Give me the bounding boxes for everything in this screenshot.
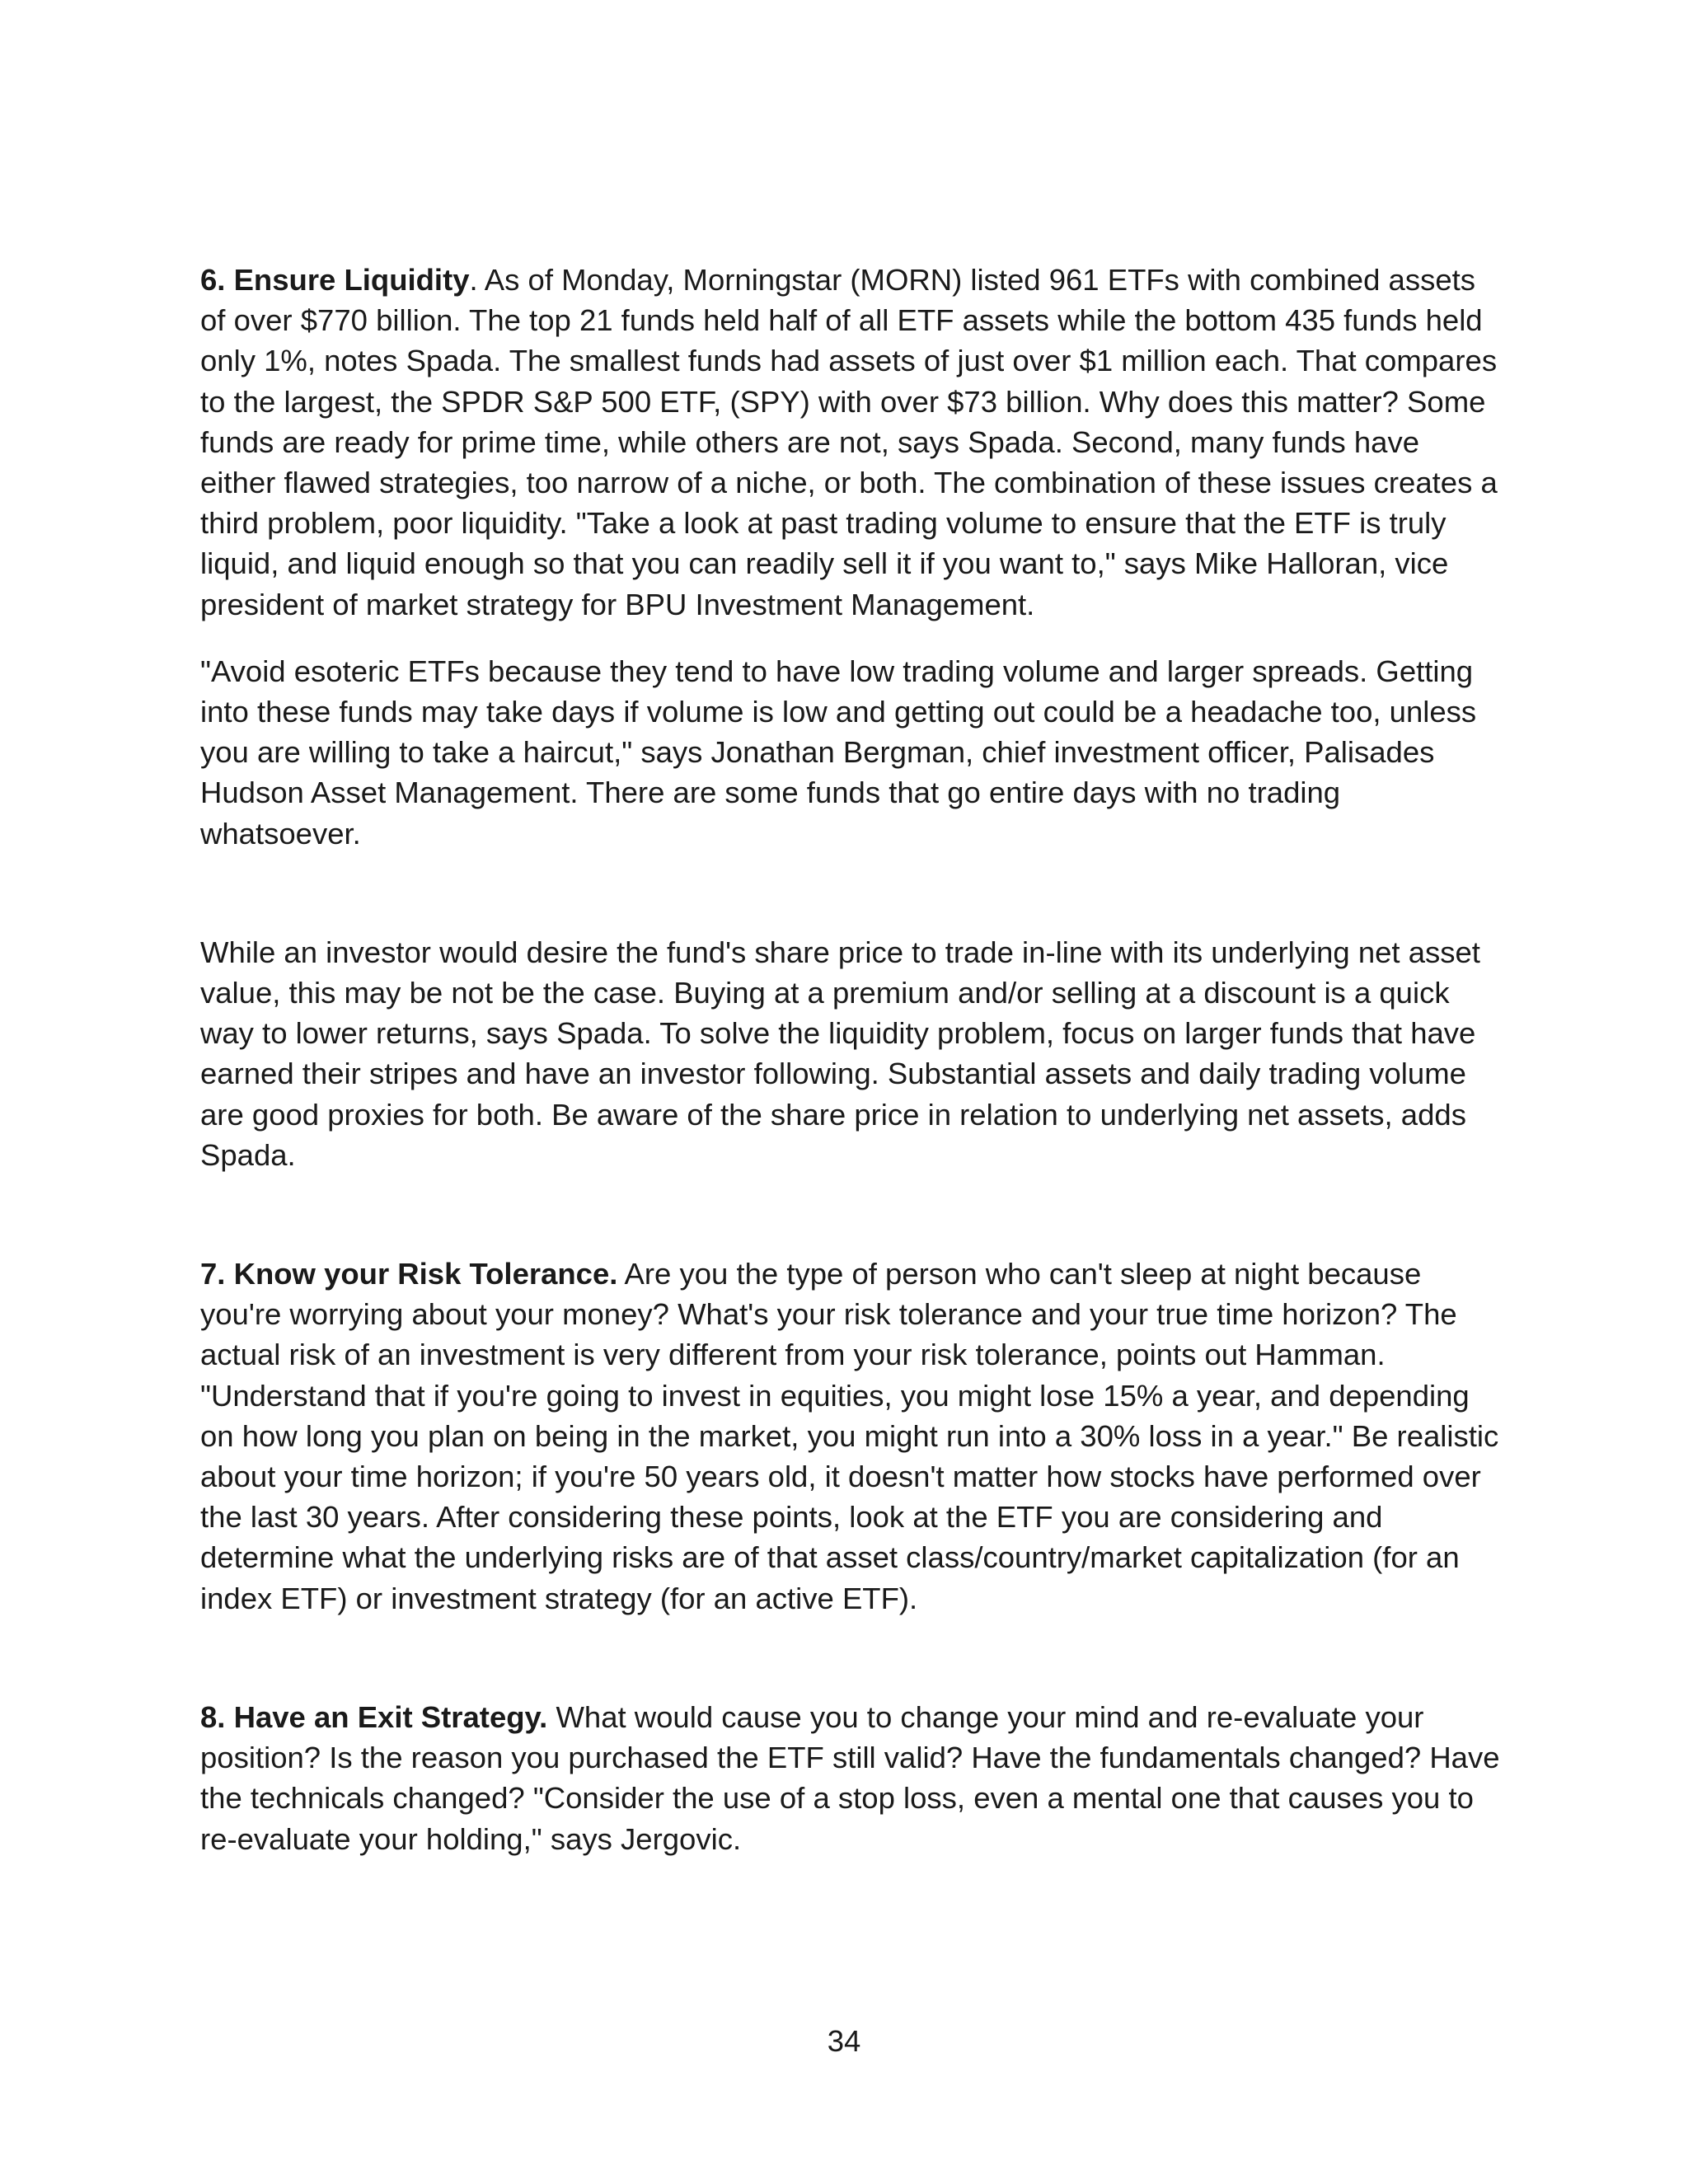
paragraph-spacer [200,854,1503,932]
paragraph-spacer [200,625,1503,651]
section-6-paragraph-2: "Avoid esoteric ETFs because they tend to have low trading volume and larger spreads. Getting into these funds may take days if volume is low and getting out could be a headache too, unless you are willing to take a haircut," says Jonathan Bergman, chief investment officer, Palisades Hudson Asset Management. There are some funds that go entire days with no trading whatsoever. [200,654,1477,851]
paragraph-spacer [200,1175,1503,1254]
section-7-text-1: Are you the type of person who can't sleep at night because you're worrying about your money? What's your risk tolerance and your true time horizon? The actual risk of an investment is very different from your risk tolerance, points out Hamman. "Understand that if you're going to invest in equities, you might lose 15% a year, and depending on how long you plan on being in the market, you might run into a 30% loss in a year." Be realistic about your time horizon; if you're 50 years old, it doesn't matter how stocks have performed over the last 30 years. After considering these points, look at the ETF you are considering and determine what the underlying risks are of that asset class/country/market capitalization (for an index ETF) or investment strategy (for an active ETF). [200,1257,1499,1615]
section-7-paragraph-1 [200,1254,1503,1619]
section-6-paragraph-1 [200,260,1503,625]
section-6-paragraph-3: While an investor would desire the fund's share price to trade in-line with its underlying net asset value, this may be not be the case. Buying at a premium and/or selling at a discount is a quick way to lower returns, says Spada. To solve the liquidity problem, focus on larger funds that have earned their stripes and have an investor following. Substantial assets and daily trading volume are good proxies for both. Be aware of the share price in relation to underlying net assets, adds Spada. [200,935,1480,1172]
paragraph-spacer [200,1619,1503,1697]
section-6-text-1: . As of Monday, Morningstar (MORN) listed 961 ETFs with combined assets of over $770 billion. The top 21 funds held half of all ETF assets while the bottom 435 funds held only 1%, notes Spada. The smallest funds had assets of just over $1 million each. That compares to the largest, the SPDR S&P 500 ETF, (SPY) with over $73 billion. Why does this matter? Some funds are ready for prime time, while others are not, says Spada. Second, many funds have either flawed strategies, too narrow of a niche, or both. The combination of these issues creates a third problem, poor liquidity. "Take a look at past trading volume to ensure that the ETF is truly liquid, and liquid enough so that you can readily sell it if you want to," says Mike Halloran, vice president of market strategy for BPU Investment Management. [200,263,1498,621]
section-7-heading: 7. Know your Risk Tolerance. [200,1257,618,1291]
section-8-heading: 8. Have an Exit Strategy. [200,1699,548,1734]
document-body [200,260,1503,1859]
section-6-heading: 6. Ensure Liquidity [200,263,470,297]
section-8-text-1: What would cause you to change your mind and re-evaluate your position? Is the reason you purchased the ETF still valid? Have the fundamentals changed? Have the technicals changed? "Consider the use of a stop loss, even a mental one that causes you to re-evaluate your holding," says Jergovic. [200,1699,1500,1856]
page-number: 34 [827,2024,861,2058]
section-8-paragraph-1 [200,1697,1503,1859]
